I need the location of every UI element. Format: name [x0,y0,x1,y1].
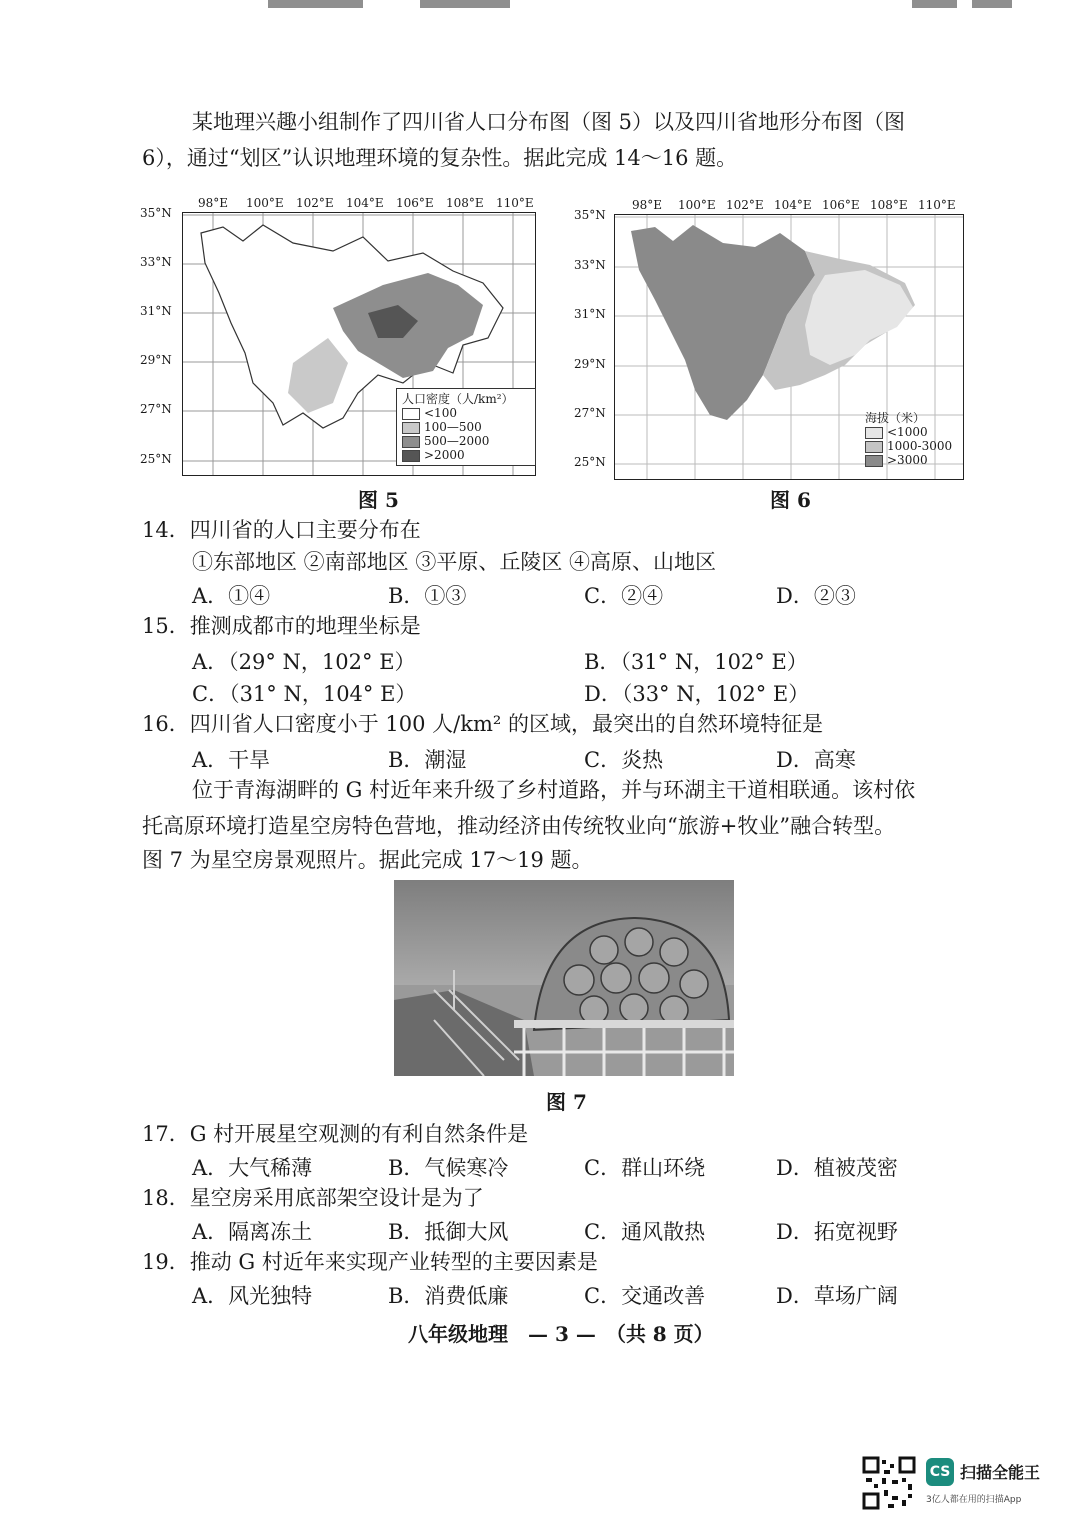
q17-option-d: D．植被茂密 [776,1156,898,1180]
q14-option-a: A．①④ [192,584,271,608]
lat-label: 35°N [140,206,172,220]
legend-label: <100 [424,406,457,420]
legend-swatch [865,455,883,467]
q19-option-b: B．消费低廉 [388,1284,509,1308]
q18-option-c: C．通风散热 [584,1220,706,1244]
lat-label: 35°N [574,208,606,222]
q16-option-d: D．高寒 [776,748,856,772]
figure-6-elevation-map [574,194,974,484]
q14-option-d: D．②③ [776,584,856,608]
q14-stem: 14．四川省的人口主要分布在 [142,518,421,542]
lon-label: 102°E [296,196,334,210]
intro2-line1: 位于青海湖畔的 G 村近年来升级了乡村道路，并与环湖主干道相联通。该村依 [192,778,916,802]
lon-label: 108°E [870,198,908,212]
intro1-line1: 某地理兴趣小组制作了四川省人口分布图（图 5）以及四川省地形分布图（图 [192,110,906,134]
lon-label: 100°E [678,198,716,212]
q18-stem: 18．星空房采用底部架空设计是为了 [142,1186,484,1210]
q15-option-a: A．（29° N，102° E） [192,650,416,674]
intro1-line2: 6），通过“划区”认识地理环境的复杂性。据此完成 14～16 题。 [142,146,738,170]
q16-option-c: C．炎热 [584,748,664,772]
q14-items: ①东部地区 ②南部地区 ③平原、丘陵区 ④高原、山地区 [192,550,717,574]
q15-stem: 15．推测成都市的地理坐标是 [142,614,421,638]
lat-label: 25°N [140,452,172,466]
lat-label: 25°N [574,455,606,469]
lon-label: 106°E [822,198,860,212]
lon-label: 104°E [774,198,812,212]
legend-swatch [402,450,420,462]
legend-label: 100—500 [424,420,482,434]
legend-swatch [402,422,420,434]
legend-title: 人口密度（人/km²） [402,392,514,406]
watermark-brand: 扫描全能王 [960,1463,1041,1482]
legend-swatch [402,408,420,420]
lat-label: 33°N [574,258,606,272]
intro2-line2: 托高原环境打造星空房特色营地，推动经济由传统牧业向“旅游+牧业”融合转型。 [142,814,896,838]
lon-label: 102°E [726,198,764,212]
figure-7-caption: 图 7 [546,1090,587,1114]
q14-option-c: C．②④ [584,584,664,608]
figure-5-caption: 图 5 [358,488,399,512]
qr-code-icon [862,1456,916,1510]
q16-option-b: B．潮湿 [388,748,467,772]
legend-label: >2000 [424,448,465,462]
figure-6-caption: 图 6 [770,488,811,512]
q17-option-b: B．气候寒冷 [388,1156,509,1180]
q17-option-a: A．大气稀薄 [192,1156,313,1180]
legend-swatch [865,427,883,439]
q15-option-c: C．（31° N，104° E） [192,682,417,706]
legend-label: 1000-3000 [887,439,953,453]
q18-option-a: A．隔离冻土 [192,1220,313,1244]
camscanner-logo-icon: CS [926,1458,954,1486]
lon-label: 100°E [246,196,284,210]
watermark-subtitle: 3亿人都在用的扫描App [926,1495,1022,1505]
q17-option-c: C．群山环绕 [584,1156,706,1180]
q19-stem: 19．推动 G 村近年来实现产业转型的主要因素是 [142,1250,598,1274]
q16-option-a: A．干旱 [192,748,271,772]
q14-option-b: B．①③ [388,584,467,608]
page-footer: 八年级地理 — 3 — （共 8 页） [408,1322,714,1346]
q19-option-a: A．风光独特 [192,1284,313,1308]
lon-label: 106°E [396,196,434,210]
intro2-line3: 图 7 为星空房景观照片。据此完成 17～19 题。 [142,848,593,872]
q15-option-b: B．（31° N，102° E） [584,650,808,674]
figure-5-population-map [140,192,540,482]
top-header-fragments [0,0,1080,14]
q15-option-d: D．（33° N，102° E） [584,682,810,706]
legend-title: 海拔（米） [865,411,926,425]
q19-option-c: C．交通改善 [584,1284,706,1308]
q16-stem: 16．四川省人口密度小于 100 人/km² 的区域，最突出的自然环境特征是 [142,712,823,736]
lat-label: 27°N [140,402,172,416]
q18-option-d: D．拓宽视野 [776,1220,898,1244]
legend-label: <1000 [887,425,928,439]
legend-swatch [865,441,883,453]
legend-swatch [402,436,420,448]
scanner-watermark [862,1456,1052,1512]
lon-label: 104°E [346,196,384,210]
q17-stem: 17．G 村开展星空观测的有利自然条件是 [142,1122,529,1146]
q18-option-b: B．抵御大风 [388,1220,509,1244]
legend-label: >3000 [887,453,928,467]
lon-label: 108°E [446,196,484,210]
lat-label: 27°N [574,406,606,420]
legend-label: 500—2000 [424,434,490,448]
lat-label: 33°N [140,255,172,269]
lat-label: 31°N [574,307,606,321]
lon-label: 98°E [632,198,663,212]
lat-label: 31°N [140,304,172,318]
elevation-under-1000-region [805,270,913,365]
q19-option-d: D．草场广阔 [776,1284,898,1308]
map5-legend [396,388,536,466]
lat-label: 29°N [574,357,606,371]
lon-label: 110°E [496,196,534,210]
lon-label: 98°E [198,196,229,210]
map6-legend [860,408,962,470]
figure-7-photo [394,880,734,1076]
lat-label: 29°N [140,353,172,367]
lon-label: 110°E [918,198,956,212]
